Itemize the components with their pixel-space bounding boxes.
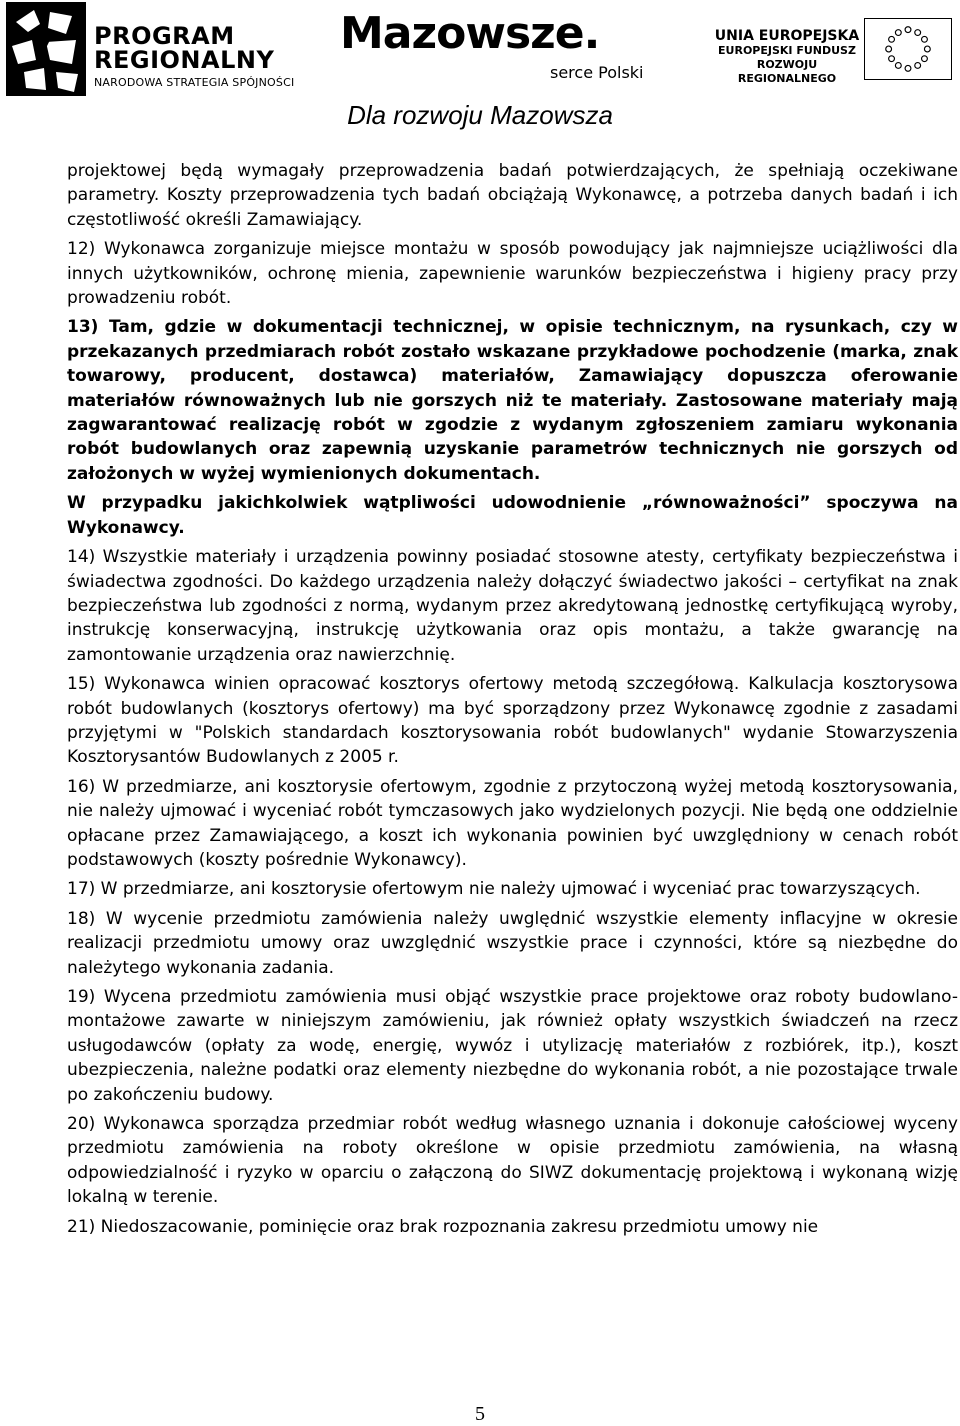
paragraph-13: 13) Tam, gdzie w dokumentacji technicznej, w opisie technicznym, na rysunkach, czy w przekazanych przedmiarach robót zostało wskazane przykładowe pochodzenie (marka, znak towarowy, producent, dostawca) materiałów, Zamawiający dopuszcza oferowanie materiałów równoważnych lub nie gorszych niż te materiały. Zastosowane materiały mają zagwarantować realizację robót w zgodzie z wydanym zgłoszeniem zamiaru wykonania robót budowlanych oraz zapewnią uzyskanie parametrów technicznych nie gorszych od założonych w wyżej wymienionych dokumentach. [67, 317, 958, 484]
paragraph-19: 19) Wycena przedmiotu zamówienia musi objąć wszystkie prace projektowe oraz roboty budowlano-montażowe zawarte w niniejszym zamówieniu, jak również opłaty wszystkich świadczeń na rzecz usługodawców (opłaty za wodę, energię, wywóz i utylizację materiałów z rozbiórek, itp.), koszt ubezpieczenia, należne podatki oraz elementy niezbędne do wykonania robót, a nie pozostające trwale po zakończeniu budowy. [67, 987, 958, 1105]
paragraph-21: 21) Niedoszacowanie, pominięcie oraz brak rozpoznania zakresu przedmiotu umowy nie [67, 1216, 819, 1237]
program-logo-line2: REGIONALNY [94, 46, 275, 74]
ue-logo-line3: ROZWOJU REGIONALNEGO [737, 58, 837, 85]
mazowsze-logo-sub: serce Polski [550, 63, 644, 82]
ue-logo [712, 28, 862, 85]
paragraph-18: 18) W wycenie przedmiotu zamówienia należy uwględnić wszystkie elementy inflacyjne w okresie realizacji przedmiotu umowy oraz uwzględnić wszystkie prace i czynności, które są niezbędne do należytego wykonania zadania. [67, 908, 958, 978]
header-tagline: Dla rozwoju Mazowsza [347, 100, 613, 130]
mazowsze-logo [340, 6, 650, 86]
program-regionalny-emblem-icon [6, 2, 86, 96]
paragraph-continuation: projektowej będą wymagały przeprowadzenia badań potwierdzających, że spełniają oczekiwane parametry. Koszty przeprowadzenia tych badań obciążają Wykonawcę, a potrzeba danych badań i ich częstotliwość określi Zamawiający. [67, 161, 958, 230]
program-regionalny-logo [6, 2, 296, 96]
ue-logo-line1: UNIA EUROPEJSKA [714, 28, 860, 44]
paragraph-17: 17) W przedmiarze, ani kosztorysie ofertowym nie należy ujmować i wyceniać prac towarzyszących. [67, 879, 921, 900]
paragraph-16: 16) W przedmiarze, ani kosztorysie ofertowym, zgodnie z przytoczoną wyżej metodą kosztorysowania, nie należy ujmować i wyceniać robót tymczasowych jako wydzielonych pozycji. Nie będą one oddzielnie opłacane przez Zamawiającego, a koszt ich wykonania powinien być uwzględniony w cenach robót podstawowych (koszty pośrednie Wykonawcy). [67, 776, 958, 870]
ue-logo-line2: EUROPEJSKI FUNDUSZ [718, 44, 856, 57]
page-number: 5 [475, 1403, 485, 1425]
paragraph-13-equivalence: W przypadku jakichkolwiek wątpliwości udowodnienie „równoważności” spoczywa na Wykonawcy. [67, 493, 958, 538]
eu-flag-icon [864, 18, 952, 80]
document-body [67, 159, 958, 1244]
paragraph-15: 15) Wykonawca winien opracować kosztorys ofertowy metodą szczegółową. Kalkulacja kosztorysowa robót budowlanych (kosztorys ofertowy) ma być sporządzony przez Wykonawcę zgodnie z zasadami przyjętymi w "Polskich standardach kosztorysowania robót budowlanych" wydanie Stowarzyszenia Kosztorysantów Budowlanych z 2005 r. [67, 674, 958, 768]
paragraph-12: 12) Wykonawca zorganizuje miejsce montażu w sposób powodujący jak najmniejsze uciążliwości dla innych użytkowników, ochronę mienia, zapewnienie warunków bezpieczeństwa i higieny pracy przy prowadzeniu robót. [67, 239, 958, 309]
paragraph-14: 14) Wszystkie materiały i urządzenia powinny posiadać stosowne atesty, certyfikaty bezpieczeństwa i świadectwa zgodności. Do każdego urządzenia należy dołączyć świadectwo jakości – certyfikat na znak bezpieczeństwa lub zgodności z normą, wydanym przez akredytowaną jednostkę certyfikującą wyroby, instrukcję konserwacyjną, instrukcję użytkowania oraz opis montażu, a także gwarancję na zamontowanie urządzenia oraz nawierzchnię. [67, 547, 958, 665]
program-logo-line1: PROGRAM [94, 22, 235, 50]
mazowsze-logo-word: Mazowsze. [340, 8, 600, 59]
program-logo-line3: NARODOWA STRATEGIA SPÓJNOŚCI [94, 76, 295, 89]
page-header [0, 0, 960, 140]
paragraph-20: 20) Wykonawca sporządza przedmiar robót według własnego uznania i dokonuje całościowej wyceny przedmiotu zamówienia na roboty określone w opisie przedmiotu zamówienia, na własną odpowiedzialność i ryzyko w oparciu o załączoną do SIWZ dokumentację projektową i wykonaną wizję lokalną w terenie. [67, 1114, 958, 1208]
